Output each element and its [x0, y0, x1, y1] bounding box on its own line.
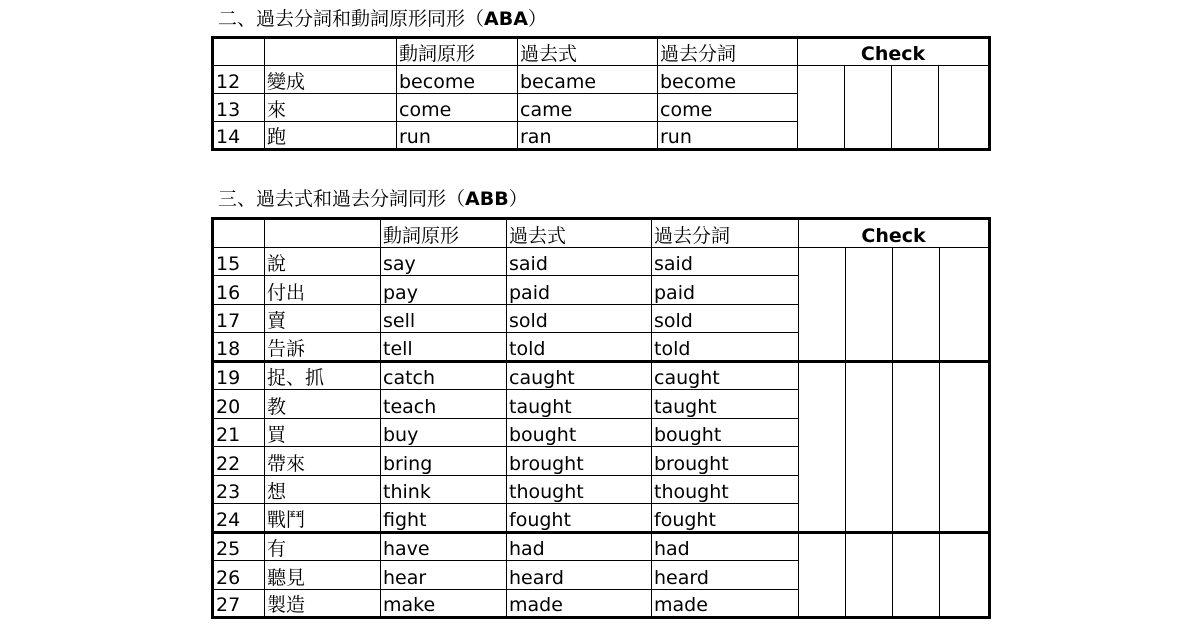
check-box-1[interactable]: [799, 361, 846, 532]
base-form-cell: pay: [381, 276, 507, 305]
row-number: 25: [213, 532, 265, 561]
row-number: 20: [213, 390, 265, 419]
past-tense-cell: sold: [507, 304, 652, 333]
past-participle-cell: become: [658, 66, 798, 94]
past-participle-cell: heard: [652, 561, 799, 590]
row-number: 26: [213, 561, 265, 590]
row-number: 12: [213, 66, 265, 94]
row-number: 27: [213, 589, 265, 618]
chinese-meaning: 變成: [265, 66, 397, 94]
base-form-cell: hear: [381, 561, 507, 590]
table-row: [213, 361, 990, 390]
past-participle-cell: run: [658, 122, 798, 150]
section2-title: [218, 8, 547, 30]
check-box-4[interactable]: [940, 361, 990, 532]
past-tense-cell: paid: [507, 276, 652, 305]
section2-title-code: ABA: [484, 8, 528, 30]
chinese-meaning: 跑: [265, 122, 397, 150]
check-box-3[interactable]: [892, 66, 939, 150]
header-meaning: [265, 219, 381, 248]
base-form-cell: make: [381, 589, 507, 618]
chinese-meaning: 戰鬥: [265, 504, 381, 533]
base-form-cell: think: [381, 475, 507, 504]
base-form-cell: catch: [381, 361, 507, 390]
past-tense-cell: fought: [507, 504, 652, 533]
past-tense-cell: caught: [507, 361, 652, 390]
past-tense-cell: brought: [507, 447, 652, 476]
past-participle-cell: made: [652, 589, 799, 618]
chinese-meaning: 付出: [265, 276, 381, 305]
row-number: 24: [213, 504, 265, 533]
header-past-participle: 過去分詞: [652, 219, 799, 248]
check-box-2[interactable]: [846, 361, 893, 532]
header-base-form: 動詞原形: [381, 219, 507, 248]
chinese-meaning: 捉、抓: [265, 361, 381, 390]
past-participle-cell: taught: [652, 390, 799, 419]
base-form-cell: buy: [381, 418, 507, 447]
header-row: [213, 219, 990, 248]
past-tense-cell: taught: [507, 390, 652, 419]
chinese-meaning: 買: [265, 418, 381, 447]
past-participle-cell: said: [652, 247, 799, 276]
header-past-tense: 過去式: [507, 219, 652, 248]
table-row: [213, 532, 990, 561]
row-number: 13: [213, 94, 265, 122]
check-box-3[interactable]: [893, 532, 940, 618]
section2-title-cn: 二、過去分詞和動詞原形同形（: [218, 8, 485, 30]
past-tense-cell: told: [507, 333, 652, 362]
chinese-meaning: 說: [265, 247, 381, 276]
base-form-cell: come: [397, 94, 518, 122]
check-box-3[interactable]: [893, 361, 940, 532]
row-number: 14: [213, 122, 265, 150]
chinese-meaning: 教: [265, 390, 381, 419]
past-participle-cell: fought: [652, 504, 799, 533]
past-participle-cell: brought: [652, 447, 799, 476]
check-box-2[interactable]: [845, 66, 892, 150]
chinese-meaning: 帶來: [265, 447, 381, 476]
table-row: [213, 66, 990, 94]
check-box-4[interactable]: [940, 532, 990, 618]
chinese-meaning: 想: [265, 475, 381, 504]
base-form-cell: bring: [381, 447, 507, 476]
row-number: 23: [213, 475, 265, 504]
base-form-cell: say: [381, 247, 507, 276]
section3-title: [218, 188, 528, 210]
base-form-cell: tell: [381, 333, 507, 362]
past-participle-cell: told: [652, 333, 799, 362]
row-number: 22: [213, 447, 265, 476]
past-tense-cell: made: [507, 589, 652, 618]
check-box-3[interactable]: [893, 247, 940, 361]
past-participle-cell: had: [652, 532, 799, 561]
check-box-4[interactable]: [940, 247, 990, 361]
past-tense-cell: bought: [507, 418, 652, 447]
chinese-meaning: 來: [265, 94, 397, 122]
header-check: Check: [799, 219, 990, 248]
past-participle-cell: caught: [652, 361, 799, 390]
header-meaning: [265, 38, 397, 66]
chinese-meaning: 告訴: [265, 333, 381, 362]
section3-title-end: ）: [508, 188, 528, 210]
past-participle-cell: bought: [652, 418, 799, 447]
base-form-cell: teach: [381, 390, 507, 419]
header-past-tense: 過去式: [518, 38, 658, 66]
header-past-participle: 過去分詞: [658, 38, 798, 66]
header-row: [213, 38, 990, 66]
past-participle-cell: thought: [652, 475, 799, 504]
section3-title-cn: 三、過去式和過去分詞同形（: [218, 188, 466, 210]
past-tense-cell: heard: [507, 561, 652, 590]
row-number: 15: [213, 247, 265, 276]
past-tense-cell: had: [507, 532, 652, 561]
section2-title-end: ）: [527, 8, 547, 30]
header-check: Check: [798, 38, 990, 66]
header-base-form: 動詞原形: [397, 38, 518, 66]
chinese-meaning: 賣: [265, 304, 381, 333]
chinese-meaning: 製造: [265, 589, 381, 618]
header-num: [213, 38, 265, 66]
past-participle-cell: paid: [652, 276, 799, 305]
check-box-1[interactable]: [799, 532, 846, 618]
past-participle-cell: come: [658, 94, 798, 122]
header-num: [213, 219, 265, 248]
row-number: 17: [213, 304, 265, 333]
base-form-cell: fight: [381, 504, 507, 533]
chinese-meaning: 有: [265, 532, 381, 561]
row-number: 21: [213, 418, 265, 447]
row-number: 16: [213, 276, 265, 305]
abb-verb-table: [211, 217, 991, 619]
past-tense-cell: ran: [518, 122, 658, 150]
base-form-cell: have: [381, 532, 507, 561]
base-form-cell: sell: [381, 304, 507, 333]
check-box-2[interactable]: [846, 247, 893, 361]
check-box-1[interactable]: [798, 66, 845, 150]
base-form-cell: run: [397, 122, 518, 150]
check-box-4[interactable]: [939, 66, 990, 150]
section3-title-code: ABB: [465, 188, 509, 210]
chinese-meaning: 聽見: [265, 561, 381, 590]
past-tense-cell: became: [518, 66, 658, 94]
past-tense-cell: came: [518, 94, 658, 122]
past-participle-cell: sold: [652, 304, 799, 333]
row-number: 19: [213, 361, 265, 390]
base-form-cell: become: [397, 66, 518, 94]
check-box-1[interactable]: [799, 247, 846, 361]
aba-verb-table: [211, 36, 991, 151]
row-number: 18: [213, 333, 265, 362]
past-tense-cell: thought: [507, 475, 652, 504]
table-row: [213, 247, 990, 276]
past-tense-cell: said: [507, 247, 652, 276]
check-box-2[interactable]: [846, 532, 893, 618]
